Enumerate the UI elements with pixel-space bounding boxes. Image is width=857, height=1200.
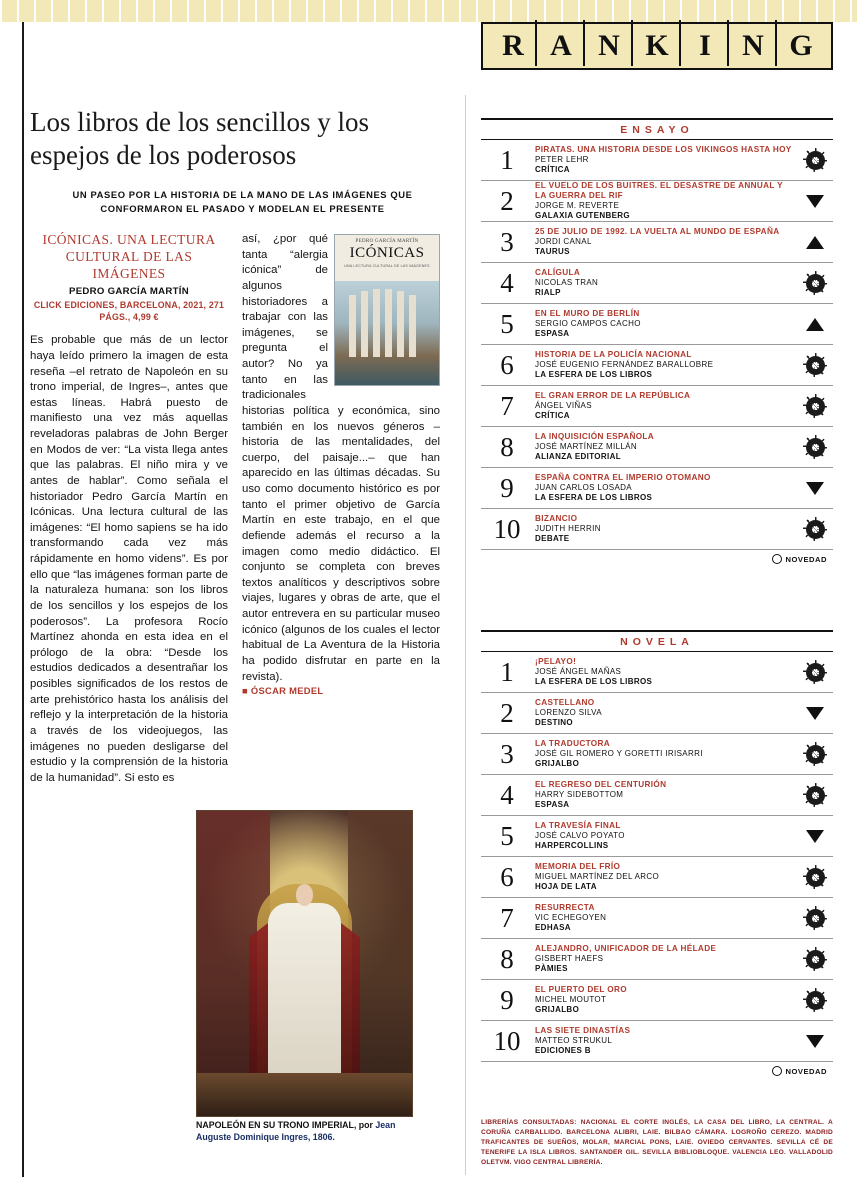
- perforation-tick: [833, 0, 835, 22]
- novelty-sun-icon: [806, 397, 825, 416]
- rank-title: LAS SIETE DINASTÍAS: [535, 1025, 631, 1035]
- rank-author: ÁNGEL VIÑAS: [535, 401, 592, 411]
- perforation-tick: [527, 0, 529, 22]
- book-meta: [30, 232, 228, 323]
- rank-publisher: LA ESFERA DE LOS LIBROS: [535, 493, 653, 503]
- book-cover-image: [334, 234, 440, 386]
- article: [30, 106, 455, 786]
- rank-title: CALÍGULA: [535, 267, 581, 277]
- rank-publisher: ESPASA: [535, 800, 570, 810]
- perforation-tick: [289, 0, 291, 22]
- rank-info: [533, 860, 797, 894]
- rank-author: MIGUEL MARTÍNEZ DEL ARCO: [535, 872, 660, 882]
- rank-trend-cell: [797, 438, 833, 457]
- table-row[interactable]: [481, 898, 833, 939]
- rank-title: ESPAÑA CONTRA EL IMPERIO OTOMANO: [535, 472, 711, 482]
- masthead-letter: A: [537, 29, 585, 63]
- rank-author: GISBERT HAEFS: [535, 954, 604, 964]
- rank-title: ALEJANDRO, UNIFICADOR DE LA HÉLADE: [535, 943, 717, 953]
- rank-publisher: ESPASA: [535, 329, 570, 339]
- rank-title: 25 DE JULIO DE 1992. LA VUELTA AL MUNDO DE ESPAÑA: [535, 226, 780, 236]
- perforation-tick: [697, 0, 699, 22]
- table-row[interactable]: [481, 468, 833, 509]
- rank-trend-cell: [797, 397, 833, 416]
- rank-title: EL REGRESO DEL CENTURIÓN: [535, 779, 667, 789]
- perforation-tick: [612, 0, 614, 22]
- rank-author: NICOLAS TRAN: [535, 278, 599, 288]
- rank-position: 7: [500, 390, 514, 421]
- perforation-tick: [51, 0, 53, 22]
- rank-title: BIZANCIO: [535, 513, 578, 523]
- table-row[interactable]: [481, 734, 833, 775]
- table-row[interactable]: [481, 652, 833, 693]
- table-row[interactable]: [481, 1021, 833, 1062]
- rank-info: [533, 266, 797, 300]
- novelty-sun-icon: [806, 786, 825, 805]
- rank-info: [533, 471, 797, 505]
- ranking-section-heading: ENSAYO: [481, 118, 833, 140]
- rank-info: [533, 655, 797, 689]
- table-row[interactable]: [481, 857, 833, 898]
- ranking-panel: [481, 118, 833, 564]
- perforation-tick: [136, 0, 138, 22]
- rank-author: VIC ECHEGOYEN: [535, 913, 607, 923]
- column-divider: [465, 95, 466, 1175]
- rank-trend-cell: [797, 1035, 833, 1048]
- rank-publisher: CRÍTICA: [535, 411, 570, 421]
- perforation-tick: [714, 0, 716, 22]
- masthead-letter: G: [789, 29, 813, 62]
- rank-title: LA INQUISICIÓN ESPAÑOLA: [535, 431, 655, 441]
- perforation-tick: [799, 0, 801, 22]
- masthead-letter: I: [681, 29, 729, 63]
- perforation-tick: [850, 0, 852, 22]
- novelty-sun-icon: [806, 438, 825, 457]
- painting-image: [196, 810, 413, 1117]
- perforation-tick: [68, 0, 70, 22]
- rank-trend-cell: [797, 830, 833, 843]
- perforation-tick: [663, 0, 665, 22]
- painting-caption-author: Jean Auguste Dominique Ingres, 1806.: [196, 1120, 396, 1142]
- table-row[interactable]: [481, 181, 833, 222]
- arrow-down-icon: [806, 830, 824, 843]
- perforation-tick: [442, 0, 444, 22]
- rank-info: [533, 901, 797, 935]
- rank-position: 3: [500, 738, 514, 769]
- rank-author: JOSÉ EUGENIO FERNÁNDEZ BARALLOBRE: [535, 360, 714, 370]
- perforation-tick: [561, 0, 563, 22]
- rank-position: 8: [500, 431, 514, 462]
- rank-trend-cell: [797, 482, 833, 495]
- perforation-tick: [170, 0, 172, 22]
- perforation-tick: [221, 0, 223, 22]
- rank-title: EL PUERTO DEL ORO: [535, 984, 627, 994]
- rank-author: PETER LEHR: [535, 155, 589, 165]
- table-row[interactable]: [481, 140, 833, 181]
- novelty-sun-icon: [806, 909, 825, 928]
- bookshops-footnote: LIBRERÍAS CONSULTADAS: NACIONAL EL CORTE INGLÉS, LA CASA DEL LIBRO, LA CENTRAL. A CORUÑA CARBALLIDO. BARCELONA ALIBRI, LAIE. BILBAO CÁMARA. LOGROÑO CEREZO. MADRID TRAFICANTES DE SUEÑOS, MOLAR, MARCIAL PONS, LAIE. OVIEDO CERVANTES. SEVILLA CÉ DE TENERIFE LA ISLA LIBROS. SANTANDER GIL. SEVILLA BIBLIOBLOQUE. VALENCIA LEO. VALLADOLID OLETVM. VIGO CENTRAL LIBRERÍA.: [481, 1119, 833, 1166]
- rank-trend-cell: [797, 356, 833, 375]
- cover-subtitle: UNA LECTURA CULTURAL DE LAS IMÁGENES: [344, 264, 430, 269]
- rank-info: [533, 225, 797, 259]
- novedad-dot-icon: [772, 554, 782, 564]
- perforation-tick: [646, 0, 648, 22]
- perforation-tick: [731, 0, 733, 22]
- rank-title: EL VUELO DE LOS BUITRES. EL DESASTRE DE ANNUAL Y LA GUERRA DEL RIF: [535, 180, 783, 200]
- novedad-legend: [481, 1062, 833, 1076]
- rank-trend-cell: [797, 318, 833, 331]
- perforation-tick: [748, 0, 750, 22]
- novedad-legend: [481, 550, 833, 564]
- rank-title: ¡PELAYO!: [535, 656, 577, 666]
- perforation-tick: [187, 0, 189, 22]
- rank-trend-cell: [797, 786, 833, 805]
- article-column-1: [30, 232, 228, 786]
- rank-position: 2: [500, 185, 514, 216]
- novelty-sun-icon: [806, 520, 825, 539]
- rank-author: MATTEO STRUKUL: [535, 1036, 613, 1046]
- novedad-label: NOVEDAD: [785, 1066, 827, 1076]
- rank-author: SERGIO CAMPOS CACHO: [535, 319, 641, 329]
- rank-position: 9: [500, 984, 514, 1015]
- table-row[interactable]: [481, 427, 833, 468]
- left-rule: [22, 22, 24, 1177]
- table-row[interactable]: [481, 693, 833, 734]
- rank-title: PIRATAS. UNA HISTORIA DESDE LOS VIKINGOS HASTA HOY: [535, 144, 792, 154]
- novedad-label: NOVEDAD: [785, 554, 827, 564]
- rank-trend-cell: [797, 195, 833, 208]
- painting-caption-rest: por: [356, 1120, 373, 1130]
- novelty-sun-icon: [806, 274, 825, 293]
- rank-publisher: LA ESFERA DE LOS LIBROS: [535, 677, 653, 687]
- rank-position: 2: [500, 697, 514, 728]
- rank-position: 7: [500, 902, 514, 933]
- rank-publisher: ALIANZA EDITORIAL: [535, 452, 621, 462]
- rank-trend-cell: [797, 745, 833, 764]
- arrow-down-icon: [806, 195, 824, 208]
- rank-publisher: LA ESFERA DE LOS LIBROS: [535, 370, 653, 380]
- ranking-panel: [481, 630, 833, 1076]
- rank-title: HISTORIA DE LA POLICÍA NACIONAL: [535, 349, 692, 359]
- standfirst: UN PASEO POR LA HISTORIA DE LA MANO DE LAS IMÁGENES QUE CONFORMARON EL PASADO Y MODELAN EL PRESENTE: [72, 188, 413, 214]
- rank-info: [533, 737, 797, 771]
- perforation-tick: [510, 0, 512, 22]
- perforation-tick: [272, 0, 274, 22]
- perforation-tick: [34, 0, 36, 22]
- rank-author: JOSÉ CALVO POYATO: [535, 831, 625, 841]
- table-row[interactable]: [481, 386, 833, 427]
- perforation-tick: [357, 0, 359, 22]
- novedad-dot-icon: [772, 1066, 782, 1076]
- arrow-up-icon: [806, 236, 824, 249]
- rank-info: [533, 430, 797, 464]
- article-body-1: Es probable que más de un lector haya leído primero la imagen de esta reseña –el retrato de Napoleón en su trono imperial, de Ingres–, antes que estas líneas. Habrá puesto de manifiesto una vez más aquellas reveladoras palabras de John Berger en Modos de ver: “La vista llega antes que las palabras. El niño mira y ve antes de hablar”. Como señala el historiador Pedro García Martín en Icónicas. Una lectura cultural de las imágenes: “El homo sapiens se ha ido transformando cada vez más rápidamente en homo videns”. Es por ello que “las imágenes forman parte de la naturaleza humana: son los libros de los sencillos y los espejos de los poderosos”. La profesora Rocío Martínez ahonda en esta idea en el prólogo de la obra: “Desde los estudios dedicados a desentrañar los posibles significados de los restos de arte prehistórico hasta los análisis del reflejo y la interpretación de la historia a través de los videojuegos, las imágenes no pueden desligarse del estudio y la comprensión de la historia de la humanidad”. Si esto es: [30, 334, 228, 784]
- rank-info: [533, 983, 797, 1017]
- rank-publisher: EDICIONES B: [535, 1046, 591, 1056]
- rank-info: [533, 1024, 797, 1058]
- rank-publisher: CRÍTICA: [535, 165, 570, 175]
- perforation-tick: [544, 0, 546, 22]
- perforation-tick: [374, 0, 376, 22]
- book-publisher: CLICK EDICIONES, BARCELONA, 2021, 271 PÁGS., 4,99 €: [33, 299, 225, 323]
- rank-author: HARRY SIDEBOTTOM: [535, 790, 624, 800]
- table-row[interactable]: [481, 775, 833, 816]
- rank-title: EL GRAN ERROR DE LA REPÚBLICA: [535, 390, 691, 400]
- perforation-tick: [493, 0, 495, 22]
- painting-caption: [196, 1120, 411, 1144]
- book-title: ICÓNICAS. UNA LECTURA CULTURAL DE LAS IMÁGENES: [42, 232, 216, 281]
- table-row[interactable]: [481, 304, 833, 345]
- perforation-tick: [204, 0, 206, 22]
- novelty-sun-icon: [806, 950, 825, 969]
- rank-info: [533, 348, 797, 382]
- perforation-tick: [816, 0, 818, 22]
- arrow-down-icon: [806, 1035, 824, 1048]
- table-row[interactable]: [481, 939, 833, 980]
- perforation-tick: [680, 0, 682, 22]
- perforation-tick: [119, 0, 121, 22]
- novelty-sun-icon: [806, 356, 825, 375]
- perforation-tick: [459, 0, 461, 22]
- perforation-tick: [765, 0, 767, 22]
- rank-position: 6: [500, 349, 514, 380]
- rank-title: RESURRECTA: [535, 902, 595, 912]
- table-row[interactable]: [481, 345, 833, 386]
- rank-trend-cell: [797, 274, 833, 293]
- rank-position: 3: [500, 226, 514, 257]
- arrow-down-icon: [806, 482, 824, 495]
- perforation-tick: [238, 0, 240, 22]
- rank-title: LA TRADUCTORA: [535, 738, 611, 748]
- rank-info: [533, 696, 797, 730]
- painting-caption-title: NAPOLEÓN EN SU TRONO IMPERIAL,: [196, 1120, 357, 1130]
- perforation-tick: [408, 0, 410, 22]
- rank-trend-cell: [797, 151, 833, 170]
- rank-author: JORGE M. REVERTE: [535, 201, 620, 211]
- rank-publisher: GRIJALBO: [535, 1005, 580, 1015]
- perforation-tick: [476, 0, 478, 22]
- table-row[interactable]: [481, 980, 833, 1021]
- rank-position: 4: [500, 779, 514, 810]
- rank-author: LORENZO SILVA: [535, 708, 602, 718]
- rank-title: EN EL MURO DE BERLÍN: [535, 308, 640, 318]
- rank-info: [533, 819, 797, 853]
- perforation-tick: [102, 0, 104, 22]
- rank-author: MICHEL MOUTOT: [535, 995, 607, 1005]
- perforation-tick: [391, 0, 393, 22]
- perforation-tick: [323, 0, 325, 22]
- article-body-2: así, ¿por qué tanta “alergia icónica” de algunos historiadores a trabajar con las imágenes, se pregunta el autor? No ya tanto en las tradicionales historias política y económica, sino también en los nuevos géneros –historia de las mentalidades, del cuerpo, del paisaje...– que han aparecido en las últimas décadas. Su uso como documento histórico es por tanto el primer objetivo de García Martín en este trabajo, en el que defiende además el recurso a la imagen como medio didáctico. El conjunto se completa con breves textos analíticos y descriptivos sobre viajes, lugares y obras de arte, que el autor entrevera en su particular museo icónico (algunos de los cuales el lector habitual de La Aventura de la Historia ha podido disfrutar en parte en la revista).: [242, 233, 440, 683]
- rank-title: CASTELLANO: [535, 697, 595, 707]
- masthead-letter: N: [585, 29, 633, 63]
- rank-author: JUAN CARLOS LOSADA: [535, 483, 632, 493]
- rank-position: 6: [500, 861, 514, 892]
- rank-publisher: PÀMIES: [535, 964, 568, 974]
- rank-trend-cell: [797, 707, 833, 720]
- rank-trend-cell: [797, 909, 833, 928]
- rank-trend-cell: [797, 236, 833, 249]
- perforation-tick: [255, 0, 257, 22]
- perforation-tick: [85, 0, 87, 22]
- table-row[interactable]: [481, 222, 833, 263]
- ranking-masthead: [481, 22, 833, 70]
- masthead-letter: K: [633, 29, 681, 63]
- rank-position: 5: [500, 308, 514, 339]
- rank-trend-cell: [797, 663, 833, 682]
- cover-artwork: [335, 281, 439, 385]
- rank-trend-cell: [797, 991, 833, 1010]
- perforation-strip: [0, 0, 857, 22]
- ranking-section-heading: NOVELA: [481, 630, 833, 652]
- rank-author: JOSÉ MARTÍNEZ MILLÁN: [535, 442, 637, 452]
- rank-info: [533, 143, 797, 177]
- masthead-letter: N: [729, 29, 777, 63]
- table-row[interactable]: [481, 816, 833, 857]
- rank-position: 10: [493, 1025, 521, 1056]
- perforation-tick: [629, 0, 631, 22]
- rank-position: 1: [500, 144, 514, 175]
- rank-author: JOSÉ ÁNGEL MAÑAS: [535, 667, 622, 677]
- rank-info: [533, 512, 797, 546]
- rank-publisher: DESTINO: [535, 718, 574, 728]
- rank-author: JOSÉ GIL ROMERO Y GORETTI IRISARRI: [535, 749, 703, 759]
- rank-publisher: TAURUS: [535, 247, 570, 257]
- table-row[interactable]: [481, 263, 833, 304]
- rank-info: [533, 179, 797, 224]
- novelty-sun-icon: [806, 745, 825, 764]
- rank-trend-cell: [797, 868, 833, 887]
- rank-title: MEMORIA DEL FRÍO: [535, 861, 621, 871]
- rank-publisher: GALAXIA GUTENBERG: [535, 211, 630, 221]
- rank-position: 8: [500, 943, 514, 974]
- page-title: Los libros de los sencillos y los espejos de los poderosos: [30, 107, 369, 170]
- perforation-tick: [578, 0, 580, 22]
- novelty-sun-icon: [806, 151, 825, 170]
- novelty-sun-icon: [806, 663, 825, 682]
- perforation-tick: [0, 0, 2, 22]
- rank-trend-cell: [797, 520, 833, 539]
- rank-info: [533, 307, 797, 341]
- rank-position: 10: [493, 513, 521, 544]
- rank-trend-cell: [797, 950, 833, 969]
- rank-publisher: EDHASA: [535, 923, 571, 933]
- rank-publisher: DEBATE: [535, 534, 570, 544]
- rank-info: [533, 778, 797, 812]
- perforation-tick: [782, 0, 784, 22]
- rank-title: LA TRAVESÍA FINAL: [535, 820, 621, 830]
- table-row[interactable]: [481, 509, 833, 550]
- arrow-down-icon: [806, 707, 824, 720]
- rank-position: 5: [500, 820, 514, 851]
- masthead-letter: R: [489, 29, 537, 63]
- novelty-sun-icon: [806, 991, 825, 1010]
- rank-author: JUDITH HERRIN: [535, 524, 601, 534]
- perforation-tick: [425, 0, 427, 22]
- rank-publisher: GRIJALBO: [535, 759, 580, 769]
- perforation-tick: [595, 0, 597, 22]
- rank-position: 4: [500, 267, 514, 298]
- perforation-tick: [153, 0, 155, 22]
- rank-author: JORDI CANAL: [535, 237, 592, 247]
- rank-publisher: HARPERCOLLINS: [535, 841, 609, 851]
- cover-author: PEDRO GARCÍA MARTÍN: [355, 239, 419, 245]
- article-column-2: [242, 232, 440, 786]
- rank-publisher: RIALP: [535, 288, 561, 298]
- perforation-tick: [306, 0, 308, 22]
- perforation-tick: [340, 0, 342, 22]
- rank-position: 9: [500, 472, 514, 503]
- article-byline: ■ ÓSCAR MEDEL: [242, 685, 324, 697]
- cover-title: ICÓNICAS: [349, 245, 425, 262]
- rank-position: 1: [500, 656, 514, 687]
- perforation-tick: [17, 0, 19, 22]
- rank-publisher: HOJA DE LATA: [535, 882, 597, 892]
- rank-info: [533, 389, 797, 423]
- novelty-sun-icon: [806, 868, 825, 887]
- arrow-up-icon: [806, 318, 824, 331]
- book-author: PEDRO GARCÍA MARTÍN: [69, 285, 189, 297]
- rank-info: [533, 942, 797, 976]
